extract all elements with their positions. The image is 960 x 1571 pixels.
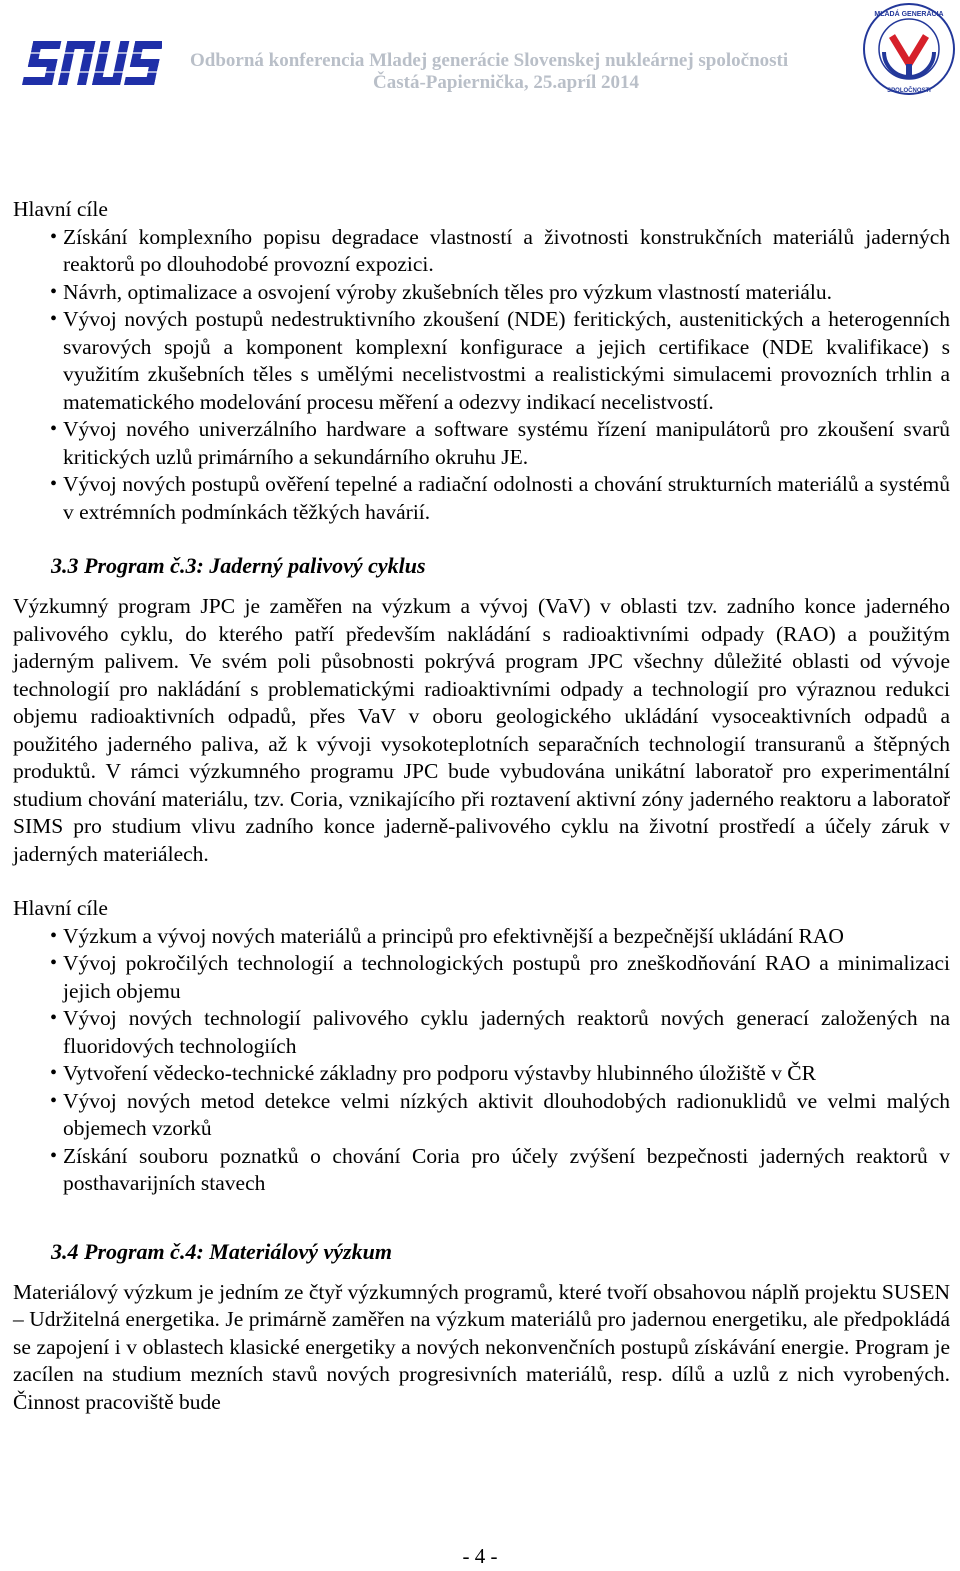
section1-goals-title: Hlavní cíle xyxy=(13,197,108,221)
page-header xyxy=(0,0,960,110)
conference-line-2: Častá-Papiernička, 25.apríl 2014 xyxy=(373,72,639,93)
list-item: • Získání souboru poznatků o chování Coria pro účely zvýšení bezpečnosti jaderných reaktorů v posthavarijních stavech xyxy=(13,1143,950,1198)
list-item: • Vývoj nových technologií palivového cyklu jaderných reaktorů nových generací založených na fluoridových technologiích xyxy=(13,1005,950,1060)
list-item: • Vývoj nových postupů nedestruktivního zkoušení (NDE) feritických, austenitických a heterogenních svarových spojů a komponent komplexní konfigurace a jejich certifikace (NDE kvalifikace) s využitím zkušebních těles s umělými necelistvostmi a realistickými simulacemi provozních trhlin a matematického modelování procesu měření a odezvy indikací necelistvostí. xyxy=(13,306,950,416)
mlada-generacia-seal xyxy=(862,2,956,96)
section33-goals-list xyxy=(13,923,950,1198)
conference-line-1: Odborná konferencia Mladej generácie Slovenskej nukleárnej spoločnosti xyxy=(190,50,789,71)
section33-title: 3.3 Program č.3: Jaderný palivový cyklus xyxy=(51,553,426,578)
conference-title xyxy=(190,50,850,94)
page-content xyxy=(13,196,950,1416)
section33-goals-title: Hlavní cíle xyxy=(13,896,108,920)
section1-goals-list xyxy=(13,224,950,527)
list-item: • Vývoj nového univerzálního hardware a software systému řízení manipulátorů pro zkoušení svarů kritických uzlů primárního a sekundárního okruhu JE. xyxy=(13,416,950,471)
list-item: • Vývoj nových postupů ověření tepelné a radiační odolnosti a chování strukturních materiálů a systémů v extrémních podmínkách těžkých havárií. xyxy=(13,471,950,526)
section33-paragraph: Výzkumný program JPC je zaměřen na výzkum a vývoj (VaV) v oblasti tzv. zadního konce jaderného palivového cyklu, do kterého patří především nakládání s radioaktivními odpady (RAO) a použitým jaderným palivem. Ve svém poli působnosti pokrývá program JPC všechny důležité oblasti od vývoje technologií pro nakládání s problematickými radioaktivními odpady a technologií pro výraznou redukci objemu radioaktivních odpadů, přes VaV v oboru geologického ukládání vysoceaktivních odpadů a použitého jaderného paliva, až k vývoji vysokoteplotních separačních technologií transuranů a štěpných produktů. V rámci výzkumného programu JPC bude vybudována unikátní laboratoř pro experimentální studium chování materiálu, tzv. Coria, vznikajícího při roztavení aktivní zóny jaderného reaktoru a laboratoř SIMS pro studium vlivu zadního konce jaderně-palivového cyklu na životní prostředí a účely záruk v jaderných materiálech. xyxy=(13,594,950,866)
seal-text-top: MLADÁ GENERÁCIA xyxy=(874,11,944,18)
snus-logo xyxy=(22,38,162,88)
section34-title: 3.4 Program č.4: Materiálový výzkum xyxy=(51,1238,392,1264)
section34-paragraph: Materiálový výzkum je jedním ze čtyř výzkumných programů, které tvoří obsahovou náplň projektu SUSEN – Udržitelná energetika. Je primárně zaměřen na výzkum materiálů pro jadernou energetiku, ale předpokládá se zapojení i v oblastech klasické energetiky a nových nekonvenčních postupů získávání energie. Program je zacílen na studium mezních stavů nových progresivních materiálů, resp. dílů a uzlů z nich vyrobených. Činnost pracoviště bude xyxy=(13,1279,950,1414)
page-number: - 4 - xyxy=(462,1544,498,1568)
list-item: • Vývoj nových metod detekce velmi nízkých aktivit dlouhodobých radionuklidů ve velmi malých objemech vzorků xyxy=(13,1088,950,1143)
list-item: • Získání komplexního popisu degradace vlastností a životnosti konstrukčních materiálů jaderných reaktorů po dlouhodobé provozní expozici. xyxy=(13,224,950,279)
list-item: • Výzkum a vývoj nových materiálů a principů pro efektivnější a bezpečnější ukládání RAO xyxy=(13,923,950,951)
list-item: • Návrh, optimalizace a osvojení výroby zkušebních těles pro výzkum vlastností materiálu. xyxy=(13,279,950,307)
list-item: • Vytvoření vědecko-technické základny pro podporu výstavby hlubinného úložiště v ČR xyxy=(13,1060,950,1088)
list-item: • Vývoj pokročilých technologií a technologických postupů pro zneškodňování RAO a minimalizaci jejich objemu xyxy=(13,950,950,1005)
seal-text-bottom: SPOLOČNOSTI xyxy=(887,88,931,94)
